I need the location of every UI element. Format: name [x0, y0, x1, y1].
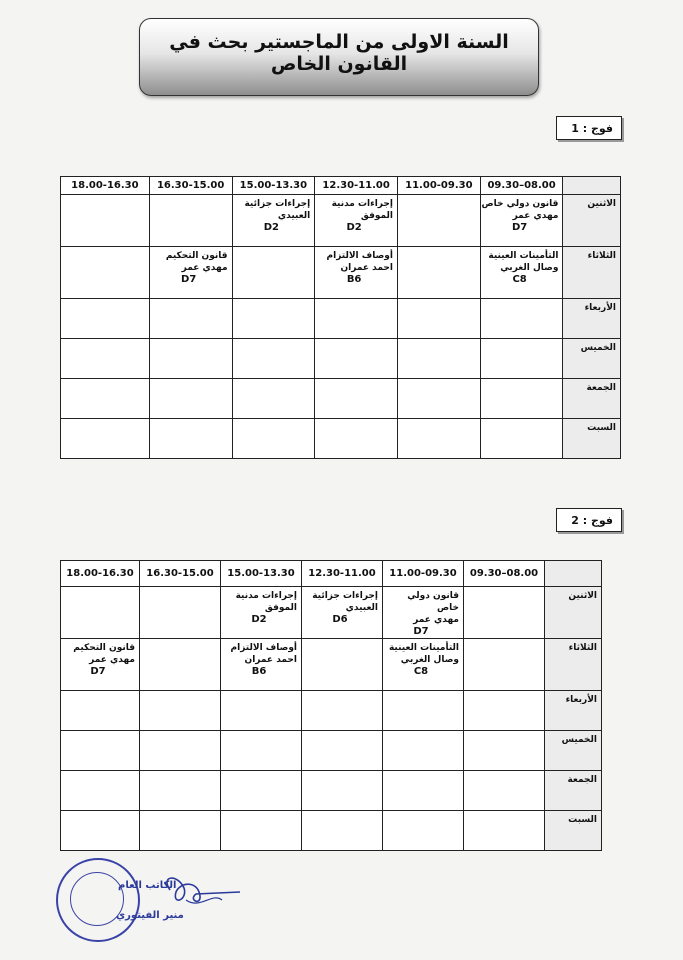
instructor-name: وصال الغربي	[400, 655, 459, 665]
schedule-cell	[397, 195, 480, 247]
room-code: C8	[413, 666, 429, 677]
day-label: السبت	[563, 419, 621, 459]
day-label: الاثنين	[545, 587, 602, 639]
room-code: D2	[263, 222, 280, 233]
schedule-cell	[149, 247, 232, 299]
time-slot-header: 15.00-13.30	[232, 177, 315, 195]
day-label: الخميس	[563, 339, 621, 379]
schedule-row	[61, 587, 602, 639]
schedule-cell	[383, 811, 464, 851]
schedule-row	[61, 691, 602, 731]
course-name: قانون دولي خاص	[481, 199, 559, 209]
schedule-cell	[480, 339, 563, 379]
schedule-cell	[464, 691, 545, 731]
course-name: أوصاف الالتزام	[230, 643, 297, 653]
schedule-cell	[480, 299, 563, 339]
schedule-cell	[61, 339, 150, 379]
instructor-name: مهدي عمر	[181, 263, 228, 273]
time-slot-header: 18.00-16.30	[61, 177, 150, 195]
schedule-row	[61, 771, 602, 811]
instructor-name: مهدي عمر	[413, 615, 459, 625]
room-code: D7	[413, 626, 429, 637]
schedule-cell	[464, 731, 545, 771]
schedule-cell	[315, 299, 398, 339]
room-code: D7	[90, 666, 106, 677]
room-code: D2	[251, 614, 267, 625]
room-code: C8	[512, 274, 527, 285]
time-slot-header: 11.00-09.30	[383, 561, 464, 587]
course-name: قانون التحكيم	[165, 251, 228, 261]
room-code: D7	[511, 222, 528, 233]
schedule-cell	[480, 379, 563, 419]
course-name: أوصاف الالتزام	[326, 251, 393, 261]
schedule-row	[61, 299, 621, 339]
time-slot-header: 18.00-16.30	[61, 561, 140, 587]
room-code: D6	[332, 614, 348, 625]
day-header-empty	[563, 177, 621, 195]
room-code: B6	[346, 274, 362, 285]
day-label: الأربعاء	[545, 691, 602, 731]
schedule-cell	[61, 771, 140, 811]
schedule-row	[61, 195, 621, 247]
schedule-cell	[397, 419, 480, 459]
schedule-cell	[61, 299, 150, 339]
time-slot-header: 09.30–08.00	[480, 177, 563, 195]
schedule-cell	[315, 379, 398, 419]
schedule-cell	[61, 639, 140, 691]
schedule-cell	[221, 639, 302, 691]
schedule-cell	[302, 639, 383, 691]
schedule-cell	[232, 339, 315, 379]
schedule-cell	[315, 339, 398, 379]
schedule-cell	[61, 247, 150, 299]
instructor-name: الموفق	[360, 211, 393, 221]
schedule-cell	[140, 587, 221, 639]
schedule-table-group-2	[60, 560, 602, 851]
course-name: إجراءات جزائية	[244, 199, 311, 209]
schedule-cell	[480, 195, 563, 247]
course-name: قانون دولي خاص	[407, 591, 459, 613]
schedule-cell	[464, 587, 545, 639]
schedule-cell	[302, 587, 383, 639]
time-slot-header: 12.30-11.00	[302, 561, 383, 587]
schedule-cell	[383, 691, 464, 731]
schedule-cell	[140, 691, 221, 731]
schedule-row	[61, 247, 621, 299]
schedule-row	[61, 339, 621, 379]
schedule-cell	[397, 339, 480, 379]
course-name: إجراءات مدنية	[235, 591, 297, 601]
day-label: الثلاثاء	[545, 639, 602, 691]
schedule-cell	[383, 731, 464, 771]
room-code: D7	[181, 274, 197, 285]
schedule-cell	[140, 639, 221, 691]
schedule-cell	[232, 247, 315, 299]
schedule-cell	[149, 419, 232, 459]
schedule-table-group-1	[60, 176, 621, 459]
schedule-cell	[397, 379, 480, 419]
course-name: التأمينات العينية	[488, 251, 559, 261]
schedule-cell	[464, 639, 545, 691]
schedule-cell	[140, 771, 221, 811]
instructor-name: الموفق	[264, 603, 297, 613]
group-1-label: فوج : 1	[556, 116, 622, 140]
schedule-cell	[302, 731, 383, 771]
schedule-cell	[480, 419, 563, 459]
schedule-cell	[149, 379, 232, 419]
time-slot-header: 09.30–08.00	[464, 561, 545, 587]
schedule-cell	[61, 691, 140, 731]
schedule-cell	[315, 247, 398, 299]
instructor-name: احمد عمران	[244, 655, 297, 665]
schedule-cell	[464, 811, 545, 851]
schedule-cell	[232, 195, 315, 247]
schedule-cell	[61, 379, 150, 419]
schedule-row	[61, 731, 602, 771]
schedule-cell	[383, 639, 464, 691]
schedule-cell	[61, 811, 140, 851]
schedule-row	[61, 811, 602, 851]
schedule-cell	[383, 771, 464, 811]
schedule-cell	[464, 771, 545, 811]
instructor-name: مهدي عمر	[89, 655, 135, 665]
course-name: التأمينات العينية	[388, 643, 459, 653]
time-slot-header: 12.30-11.00	[315, 177, 398, 195]
day-label: الاثنين	[563, 195, 621, 247]
signature-title: الكاتب العام	[118, 880, 177, 891]
instructor-name: مهدي عمر	[512, 211, 559, 221]
signature-name: منير الفيتوري	[116, 910, 184, 921]
day-label: الأربعاء	[563, 299, 621, 339]
page-title: السنة الاولى من الماجستير بحث في القانون الخاص	[169, 31, 509, 75]
schedule-cell	[221, 691, 302, 731]
schedule-cell	[232, 419, 315, 459]
day-label: الجمعة	[545, 771, 602, 811]
instructor-name: العبيدي	[277, 211, 311, 221]
schedule-cell	[232, 379, 315, 419]
day-header-empty	[545, 561, 602, 587]
schedule-row	[61, 379, 621, 419]
room-code: B6	[251, 666, 267, 677]
schedule-cell	[315, 195, 398, 247]
schedule-cell	[221, 811, 302, 851]
schedule-cell	[61, 419, 150, 459]
schedule-row	[61, 419, 621, 459]
time-slot-header: 11.00-09.30	[397, 177, 480, 195]
schedule-cell	[140, 731, 221, 771]
schedule-cell	[149, 299, 232, 339]
time-slot-header: 16.30-15.00	[140, 561, 221, 587]
schedule-cell	[397, 299, 480, 339]
schedule-cell	[302, 811, 383, 851]
schedule-cell	[221, 587, 302, 639]
instructor-name: العبيدي	[345, 603, 378, 613]
instructor-name: احمد عمران	[340, 263, 393, 273]
course-name: إجراءات مدنية	[331, 199, 393, 209]
schedule-cell	[140, 811, 221, 851]
day-label: السبت	[545, 811, 602, 851]
day-label: الخميس	[545, 731, 602, 771]
time-slot-header: 15.00-13.30	[221, 561, 302, 587]
schedule-cell	[61, 731, 140, 771]
course-name: إجراءات جزائية	[312, 591, 378, 601]
room-code: D2	[346, 222, 362, 233]
schedule-cell	[149, 339, 232, 379]
schedule-cell	[232, 299, 315, 339]
schedule-cell	[315, 419, 398, 459]
course-name: قانون التحكيم	[73, 643, 135, 653]
schedule-cell	[149, 195, 232, 247]
day-label: الجمعة	[563, 379, 621, 419]
group-2-label: فوج : 2	[556, 508, 622, 532]
schedule-cell	[61, 587, 140, 639]
schedule-cell	[302, 771, 383, 811]
title-box	[139, 18, 539, 96]
day-label: الثلاثاء	[563, 247, 621, 299]
schedule-cell	[397, 247, 480, 299]
time-slot-header: 16.30-15.00	[149, 177, 232, 195]
schedule-cell	[480, 247, 563, 299]
schedule-cell	[221, 771, 302, 811]
instructor-name: وصال الغربي	[500, 263, 559, 273]
schedule-row	[61, 639, 602, 691]
schedule-cell	[221, 731, 302, 771]
schedule-cell	[302, 691, 383, 731]
schedule-cell	[383, 587, 464, 639]
schedule-cell	[61, 195, 150, 247]
